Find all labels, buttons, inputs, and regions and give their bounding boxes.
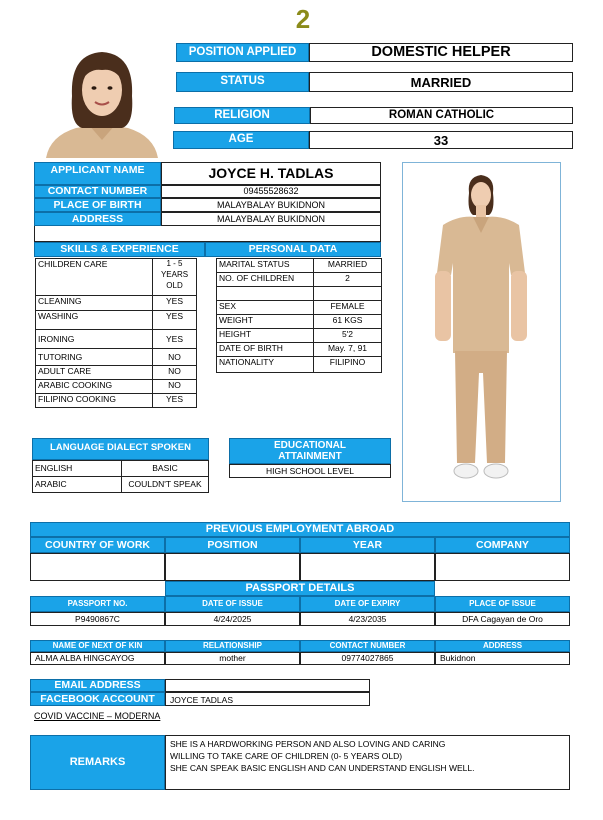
place-of-birth-value: MALAYBALAY BUKIDNON xyxy=(161,198,381,212)
skill-value: YES xyxy=(153,330,197,349)
skill-value: YES xyxy=(153,394,197,408)
applicant-name-label: APPLICANT NAME xyxy=(34,162,161,185)
employment-cell-year xyxy=(300,553,435,581)
language-level: BASIC xyxy=(122,461,209,477)
personal-field-value: MARRIED xyxy=(314,259,382,273)
personal-data-header: PERSONAL DATA xyxy=(205,242,381,257)
skill-name: TUTORING xyxy=(36,349,153,366)
kin-col-relationship: RELATIONSHIP xyxy=(165,640,300,652)
passport-number-value: P9490867C xyxy=(30,612,165,626)
applicant-headshot-photo xyxy=(36,36,168,158)
table-row xyxy=(36,380,197,394)
kin-col-contact: CONTACT NUMBER xyxy=(300,640,435,652)
skills-table xyxy=(35,258,197,408)
table-row xyxy=(36,394,197,408)
personal-field-value: FILIPINO xyxy=(314,357,382,373)
employment-cell-position xyxy=(165,553,300,581)
kin-relationship-value: mother xyxy=(165,652,300,665)
personal-field-empty xyxy=(217,287,314,301)
table-row xyxy=(36,349,197,366)
address-value: MALAYBALAY BUKIDNON xyxy=(161,212,381,226)
table-row xyxy=(217,357,382,373)
table-row xyxy=(217,343,382,357)
position-applied-value: DOMESTIC HELPER xyxy=(309,43,573,62)
employment-col-company: COMPANY xyxy=(435,537,570,553)
applicant-full-body-photo xyxy=(402,162,561,502)
skills-experience-header: SKILLS & EXPERIENCE xyxy=(34,242,205,257)
personal-field-value: 2 xyxy=(314,273,382,287)
passport-col-number: PASSPORT NO. xyxy=(30,596,165,612)
passport-expiry-value: 4/23/2035 xyxy=(300,612,435,626)
employment-col-position: POSITION xyxy=(165,537,300,553)
table-row xyxy=(217,301,382,315)
kin-name-value: ALMA ALBA HINGCAYOG xyxy=(30,652,165,665)
position-applied-label: POSITION APPLIED xyxy=(176,43,309,62)
address-label: ADDRESS xyxy=(34,212,161,226)
employment-header: PREVIOUS EMPLOYMENT ABROAD xyxy=(30,522,570,537)
personal-field-value: FEMALE xyxy=(314,301,382,315)
facebook-value: JOYCE TADLAS xyxy=(165,692,370,706)
personal-field-value: May. 7, 91 xyxy=(314,343,382,357)
personal-field-name: WEIGHT xyxy=(217,315,314,329)
skill-name: IRONING xyxy=(36,330,153,349)
skill-name: ARABIC COOKING xyxy=(36,380,153,394)
status-label: STATUS xyxy=(176,72,309,92)
employment-col-country: COUNTRY OF WORK xyxy=(30,537,165,553)
skill-name: WASHING xyxy=(36,311,153,330)
email-value xyxy=(165,679,370,692)
education-value: HIGH SCHOOL LEVEL xyxy=(229,464,391,478)
passport-issue-value: 4/24/2025 xyxy=(165,612,300,626)
remarks-label: REMARKS xyxy=(30,735,165,790)
language-table xyxy=(32,460,209,493)
personal-field-name: DATE OF BIRTH xyxy=(217,343,314,357)
status-value: MARRIED xyxy=(309,72,573,92)
religion-label: RELIGION xyxy=(174,107,310,124)
passport-col-issue: DATE OF ISSUE xyxy=(165,596,300,612)
passport-col-expiry: DATE OF EXPIRY xyxy=(300,596,435,612)
kin-col-address: ADDRESS xyxy=(435,640,570,652)
passport-place-value: DFA Cagayan de Oro xyxy=(435,612,570,626)
kin-address-value: Bukidnon xyxy=(435,652,570,665)
kin-col-name: NAME OF NEXT OF KIN xyxy=(30,640,165,652)
table-row xyxy=(33,477,209,493)
table-row xyxy=(36,296,197,311)
employment-cell-company xyxy=(435,553,570,581)
contact-number-label: CONTACT NUMBER xyxy=(34,185,161,198)
language-name: ENGLISH xyxy=(33,461,122,477)
place-of-birth-label: PLACE OF BIRTH xyxy=(34,198,161,212)
covid-vaccine-note: COVID VACCINE – MODERNA xyxy=(34,711,161,721)
table-row xyxy=(36,259,197,296)
personal-field-value: 61 KGS xyxy=(314,315,382,329)
email-label: EMAIL ADDRESS xyxy=(30,679,165,692)
remarks-line: SHE IS A HARDWORKING PERSON AND ALSO LOVING AND CARING xyxy=(170,739,446,749)
kin-contact-value: 09774027865 xyxy=(300,652,435,665)
table-row xyxy=(217,273,382,287)
applicant-name-value: JOYCE H. TADLAS xyxy=(161,162,381,185)
table-row xyxy=(217,315,382,329)
facebook-label: FACEBOOK ACCOUNT xyxy=(30,692,165,706)
skill-name: CLEANING xyxy=(36,296,153,311)
religion-value: ROMAN CATHOLIC xyxy=(310,107,573,124)
personal-field-value: 5'2 xyxy=(314,329,382,343)
applicant-spacer-row xyxy=(34,226,381,242)
personal-field-name: MARITAL STATUS xyxy=(217,259,314,273)
skill-value: NO xyxy=(153,380,197,394)
table-row xyxy=(33,461,209,477)
education-header: EDUCATIONAL ATTAINMENT xyxy=(229,438,391,464)
passport-header: PASSPORT DETAILS xyxy=(165,581,435,596)
personal-field-name: HEIGHT xyxy=(217,329,314,343)
remarks-line: SHE CAN SPEAK BASIC ENGLISH AND CAN UNDERSTAND ENGLISH WELL. xyxy=(170,763,475,773)
table-row xyxy=(217,329,382,343)
personal-value-empty xyxy=(314,287,382,301)
age-label: AGE xyxy=(173,131,309,149)
language-name: ARABIC xyxy=(33,477,122,493)
employment-cell-country xyxy=(30,553,165,581)
skill-value: YES xyxy=(153,296,197,311)
remarks-line: WILLING TO TAKE CARE OF CHILDREN (0- 5 YEARS OLD) xyxy=(170,751,403,761)
table-row xyxy=(36,330,197,349)
table-row xyxy=(217,259,382,273)
skill-value: NO xyxy=(153,366,197,380)
skill-name: FILIPINO COOKING xyxy=(36,394,153,408)
personal-field-name: NO. OF CHILDREN xyxy=(217,273,314,287)
table-row xyxy=(36,311,197,330)
contact-number-value: 09455528632 xyxy=(161,185,381,198)
skill-value: 1 - 5 YEARS OLD xyxy=(153,259,197,296)
language-level: COULDN'T SPEAK xyxy=(122,477,209,493)
page-number: 2 xyxy=(295,4,311,34)
skill-value: NO xyxy=(153,349,197,366)
skill-name: CHILDREN CARE xyxy=(36,259,153,296)
table-row xyxy=(217,287,382,301)
employment-col-year: YEAR xyxy=(300,537,435,553)
skill-name: ADULT CARE xyxy=(36,366,153,380)
language-header: LANGUAGE DIALECT SPOKEN xyxy=(32,438,209,460)
table-row xyxy=(36,366,197,380)
personal-data-table xyxy=(216,258,382,373)
remarks-box xyxy=(165,735,570,790)
passport-col-place: PLACE OF ISSUE xyxy=(435,596,570,612)
personal-field-name: NATIONALITY xyxy=(217,357,314,373)
personal-field-name: SEX xyxy=(217,301,314,315)
age-value: 33 xyxy=(309,131,573,149)
skill-value: YES xyxy=(153,311,197,330)
